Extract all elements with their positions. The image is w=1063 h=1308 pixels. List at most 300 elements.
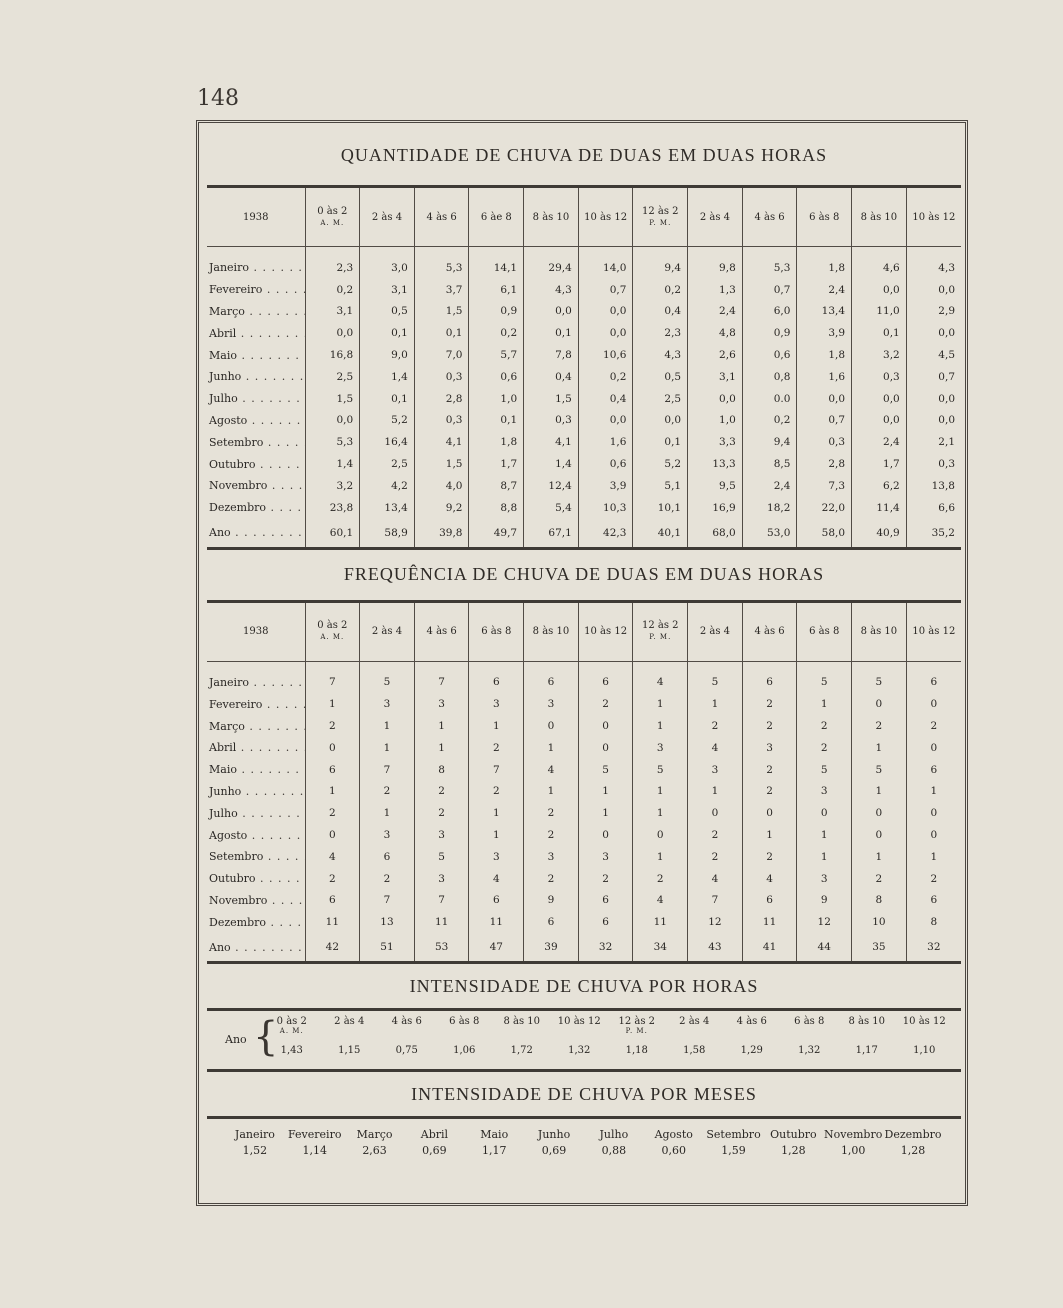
value-cell: 4,3 [633, 344, 688, 366]
column-header-period: P. M. [649, 218, 672, 227]
month-column [584, 1127, 644, 1159]
column-header-label: 6 às 8 [481, 626, 512, 638]
value-cell: 12 [797, 911, 852, 933]
value-cell: 4,3 [938, 261, 955, 274]
value-cell: 0,0 [578, 322, 633, 344]
hour-header [493, 1016, 551, 1035]
value-cell: 23,8 [305, 497, 360, 519]
value-cell: 8,5 [742, 453, 797, 475]
value-cell: 2,1 [938, 436, 955, 449]
value-cell: 18,2 [742, 497, 797, 519]
value-cell: 1,8 [469, 431, 524, 453]
value-cell: 13,4 [797, 301, 852, 323]
value-cell: 2 [414, 802, 469, 824]
intensidade-horas-title: INTENSIDADE DE CHUVA POR HORAS [409, 976, 759, 997]
total-row [207, 933, 961, 961]
value-cell: 0,0 [633, 410, 688, 432]
intensidade-meses-block [207, 1119, 961, 1163]
value-cell: 0 [930, 698, 938, 711]
value-cell: 2 [930, 872, 938, 885]
value-cell: 0 [578, 824, 633, 846]
value-cell: 8 [852, 890, 907, 912]
month-label: Agosto . . . [207, 824, 305, 846]
month-name: Abril [420, 1128, 449, 1142]
hour-intensity-value: 1,32 [568, 1045, 591, 1057]
frequencia-table [207, 603, 961, 962]
value-cell: 5,7 [469, 344, 524, 366]
value-cell: 5 [578, 759, 633, 781]
value-cell: 1,4 [360, 366, 415, 388]
spacer-cell [469, 661, 524, 672]
table-row [207, 672, 961, 694]
value-cell: 9,8 [688, 257, 743, 279]
hour-header-label: 6 às 8 [794, 1016, 825, 1028]
month-label: Julho . . . [207, 388, 305, 410]
value-cell: 1 [633, 781, 688, 803]
value-cell: 2 [469, 737, 524, 759]
hour-intensity-value: 1,29 [740, 1045, 763, 1057]
total-value-cell: 41 [742, 933, 797, 961]
month-name: Setembro [706, 1128, 761, 1142]
total-value-cell: 47 [469, 933, 524, 961]
value-cell: 1 [360, 715, 415, 737]
value-cell: 2,5 [360, 453, 415, 475]
table-row [207, 781, 961, 803]
value-cell: 1 [633, 846, 688, 868]
value-cell: 1 [633, 715, 688, 737]
column-header-label: 6 às 8 [809, 626, 840, 638]
value-cell: 0,3 [938, 458, 955, 471]
value-cell: 0 [930, 807, 938, 820]
month-label: Julho . . . [207, 802, 305, 824]
hour-header-label: 8 às 10 [848, 1016, 886, 1028]
spacer-cell [797, 247, 852, 258]
value-cell: 2 [742, 846, 797, 868]
total-value-cell: 35,2 [931, 526, 955, 539]
value-cell: 0.0 [742, 388, 797, 410]
table-row [207, 715, 961, 737]
spacer-cell [688, 247, 743, 258]
value-cell: 2,8 [414, 388, 469, 410]
value-cell: 0,0 [938, 327, 955, 340]
table-row [207, 911, 961, 933]
table-row [207, 322, 961, 344]
value-cell: 11 [633, 911, 688, 933]
value-cell: 0 [524, 715, 579, 737]
value-cell: 0,0 [938, 414, 955, 427]
hour-header [436, 1016, 494, 1035]
value-cell: 1 [578, 781, 633, 803]
value-cell: 0 [930, 829, 938, 842]
value-cell: 7 [360, 759, 415, 781]
value-cell: 0,5 [633, 366, 688, 388]
total-value-cell: 68,0 [688, 519, 743, 547]
value-cell: 6 [742, 890, 797, 912]
hour-header-label: 10 às 12 [902, 1016, 946, 1028]
value-cell: 10,3 [578, 497, 633, 519]
divider [207, 1069, 961, 1072]
year-header: 1938 [207, 188, 305, 247]
value-cell: 12,4 [524, 475, 579, 497]
value-cell: 0,2 [578, 366, 633, 388]
hour-header-label: 2 às 4 [679, 1016, 710, 1028]
value-cell: 1,6 [797, 366, 852, 388]
value-cell: 2 [852, 868, 907, 890]
month-column [225, 1127, 285, 1159]
column-header [906, 603, 961, 662]
value-cell: 1 [930, 850, 938, 863]
value-cell: 5 [688, 672, 743, 694]
table-row [207, 388, 961, 410]
table-row [207, 344, 961, 366]
value-cell: 1 [852, 781, 907, 803]
value-cell: 0,9 [469, 301, 524, 323]
value-cell: 2 [524, 824, 579, 846]
value-cell: 1 [414, 737, 469, 759]
column-header-label: 6 às 8 [809, 211, 840, 223]
value-cell: 0,6 [742, 344, 797, 366]
spacer-cell [852, 661, 907, 672]
value-cell: 2 [360, 868, 415, 890]
hour-intensity-value: 1,58 [683, 1045, 706, 1057]
month-name: Outubro [770, 1128, 817, 1142]
month-intensity-value: 1,17 [481, 1144, 507, 1158]
column-header [414, 188, 469, 247]
value-cell: 1,6 [578, 431, 633, 453]
value-cell: 6 [578, 672, 633, 694]
column-header [469, 188, 524, 247]
month-intensity-value: 1,14 [302, 1144, 327, 1158]
value-cell: 2 [797, 737, 852, 759]
column-header [797, 603, 852, 662]
value-cell: 6 [524, 672, 579, 694]
value-cell: 2 [930, 720, 938, 733]
spacer-cell [797, 661, 852, 672]
value-cell: 7 [414, 672, 469, 694]
value-cell: 2,5 [305, 366, 360, 388]
value-cell: 0 [797, 802, 852, 824]
table-row [207, 431, 961, 453]
value-cell: 0,6 [469, 366, 524, 388]
value-cell: 0,7 [797, 410, 852, 432]
hour-intensity-value: 1,15 [338, 1045, 361, 1057]
month-name: Dezembro [884, 1128, 942, 1142]
value-cell: 2 [305, 802, 360, 824]
month-name: Novembro [824, 1128, 883, 1142]
value-cell: 3 [414, 693, 469, 715]
spacer-cell [360, 661, 415, 672]
hour-header-label: 8 às 10 [503, 1016, 541, 1028]
column-header [633, 188, 688, 247]
column-header [852, 188, 907, 247]
value-cell: 0,0 [578, 301, 633, 323]
value-cell: 0,0 [305, 322, 360, 344]
value-cell: 2 [360, 781, 415, 803]
value-cell: 16,8 [305, 344, 360, 366]
total-row [207, 519, 961, 547]
column-header-label: 4 às 6 [754, 211, 785, 223]
divider [207, 961, 961, 964]
value-cell: 6 [742, 672, 797, 694]
spacer-cell [742, 661, 797, 672]
month-name: Fevereiro [288, 1128, 342, 1142]
total-value-cell: 39 [524, 933, 579, 961]
value-cell: 3,7 [414, 279, 469, 301]
month-name: Maio [480, 1128, 509, 1142]
value-cell: 16,9 [688, 497, 743, 519]
column-header [742, 603, 797, 662]
value-cell: 2 [688, 846, 743, 868]
value-cell: 4,6 [852, 257, 907, 279]
value-cell: 2 [578, 868, 633, 890]
month-intensity-value: 1,28 [781, 1144, 806, 1158]
month-intensity-value: 0,69 [541, 1144, 567, 1158]
column-header [688, 188, 743, 247]
month-label: Outubro . . . [207, 453, 305, 475]
value-cell: 12 [688, 911, 743, 933]
value-cell: 2,9 [938, 305, 955, 318]
value-cell: 10,6 [578, 344, 633, 366]
value-cell: 0,2 [305, 279, 360, 301]
value-cell: 2 [633, 868, 688, 890]
month-column [285, 1127, 345, 1159]
spacer-cell [207, 661, 305, 672]
value-cell: 1 [469, 802, 524, 824]
value-cell: 4,1 [414, 431, 469, 453]
value-cell: 0,5 [360, 301, 415, 323]
value-cell: 2,3 [305, 257, 360, 279]
month-intensity-value: 0,60 [661, 1144, 686, 1158]
value-cell: 6,1 [469, 279, 524, 301]
value-cell: 0,1 [360, 388, 415, 410]
spacer-cell [524, 247, 579, 258]
total-value-cell: 42 [305, 933, 360, 961]
page-number: 148 [197, 86, 239, 111]
spacer-cell [524, 661, 579, 672]
column-header-label: 8 às 10 [860, 211, 898, 223]
spacer-cell [578, 661, 633, 672]
spacer-cell [742, 247, 797, 258]
value-cell: 1 [578, 802, 633, 824]
value-cell: 0 [305, 737, 360, 759]
value-cell: 5,4 [524, 497, 579, 519]
value-cell: 0,7 [742, 279, 797, 301]
month-intensity-value: 1,59 [721, 1144, 746, 1158]
value-cell: 3 [360, 693, 415, 715]
value-cell: 3 [524, 693, 579, 715]
value-cell: 3,1 [305, 301, 360, 323]
value-cell: 9 [524, 890, 579, 912]
column-header-label: 10 às 12 [912, 626, 956, 638]
value-cell: 0,3 [414, 366, 469, 388]
spacer-cell [305, 661, 360, 672]
value-cell: 0,3 [414, 410, 469, 432]
value-cell: 3,2 [305, 475, 360, 497]
table-row [207, 737, 961, 759]
month-column [763, 1127, 823, 1159]
hour-header [838, 1016, 896, 1035]
value-cell: 1,4 [524, 453, 579, 475]
value-cell: 0 [688, 802, 743, 824]
month-label: Janeiro . . . [207, 672, 305, 694]
hour-header-label: 0 às 2 [276, 1016, 307, 1028]
month-label: Dezembro . . . [207, 911, 305, 933]
spacer-cell [414, 661, 469, 672]
column-header-label: 10 às 12 [584, 626, 628, 638]
value-cell: 9,2 [414, 497, 469, 519]
quantidade-table [207, 188, 961, 547]
value-cell: 6 [930, 763, 938, 776]
total-value-cell: 44 [797, 933, 852, 961]
value-cell: 1,7 [469, 453, 524, 475]
spacer-cell [633, 661, 688, 672]
month-label: Maio . . . [207, 344, 305, 366]
hour-header-label: 12 às 2 [618, 1016, 656, 1028]
column-header [360, 603, 415, 662]
value-cell: 0,0 [688, 388, 743, 410]
value-cell: 0 [930, 741, 938, 754]
value-cell: 7 [469, 759, 524, 781]
value-cell: 0,0 [797, 388, 852, 410]
value-cell: 3 [524, 846, 579, 868]
column-header-label: 8 às 10 [860, 626, 898, 638]
column-header-period: P. M. [649, 633, 672, 642]
column-header-label: 2 às 4 [371, 211, 403, 223]
value-cell: 4 [305, 846, 360, 868]
hour-intensity-value: 1,72 [510, 1045, 533, 1057]
month-column [823, 1127, 883, 1159]
value-cell: 2 [305, 715, 360, 737]
value-cell: 8,8 [469, 497, 524, 519]
total-value-cell: 40,1 [633, 519, 688, 547]
column-header-period: A. M. [320, 633, 345, 642]
value-cell: 4,3 [524, 279, 579, 301]
spacer-cell [360, 247, 415, 258]
table-row [207, 301, 961, 323]
table-row [207, 759, 961, 781]
month-column [345, 1127, 405, 1159]
table-row [207, 693, 961, 715]
hour-intensity-value: 1,06 [453, 1045, 476, 1057]
value-cell: 14,1 [469, 257, 524, 279]
column-header-label: 8 às 10 [532, 211, 570, 223]
value-cell: 5 [360, 672, 415, 694]
value-cell: 6 [524, 911, 579, 933]
column-header [797, 188, 852, 247]
value-cell: 3 [797, 781, 852, 803]
value-cell: 4,2 [360, 475, 415, 497]
value-cell: 6 [305, 759, 360, 781]
value-cell: 0,6 [578, 453, 633, 475]
value-cell: 0,1 [414, 322, 469, 344]
month-name: Junho [537, 1128, 571, 1142]
value-cell: 0 [305, 824, 360, 846]
value-cell: 0,1 [360, 322, 415, 344]
value-cell: 11 [414, 911, 469, 933]
value-cell: 6,6 [938, 501, 955, 514]
table-row [207, 846, 961, 868]
value-cell: 2 [305, 868, 360, 890]
month-label: Janeiro . . . [207, 257, 305, 279]
value-cell: 6,2 [852, 475, 907, 497]
value-cell: 0 [742, 802, 797, 824]
total-value-cell: 34 [633, 933, 688, 961]
value-cell: 16,4 [360, 431, 415, 453]
table-row [207, 453, 961, 475]
value-cell: 1,7 [852, 453, 907, 475]
month-label: Dezembro . . . [207, 497, 305, 519]
value-cell: 1 [633, 802, 688, 824]
value-cell: 0,4 [633, 301, 688, 323]
hour-header [378, 1016, 436, 1035]
month-name: Agosto [654, 1128, 693, 1142]
hour-intensity-value: 1,10 [913, 1045, 936, 1057]
value-cell: 3,3 [688, 431, 743, 453]
month-label: Setembro . . . [207, 431, 305, 453]
month-intensity-value: 1,00 [840, 1144, 866, 1158]
value-cell: 1 [469, 715, 524, 737]
month-intensity-value: 0,69 [422, 1144, 447, 1158]
value-cell: 0,3 [524, 410, 579, 432]
year-header: 1938 [207, 603, 305, 662]
value-cell: 1 [930, 785, 938, 798]
hour-header-label: 6 às 8 [449, 1016, 480, 1028]
column-header-label: 0 às 2 [317, 620, 348, 632]
value-cell: 0,0 [938, 283, 955, 296]
value-cell: 4 [469, 868, 524, 890]
total-value-cell: 51 [360, 933, 415, 961]
hour-header-period: A. M. [279, 1027, 304, 1036]
value-cell: 3,0 [360, 257, 415, 279]
value-cell: 3 [469, 693, 524, 715]
value-cell: 6 [360, 846, 415, 868]
value-cell: 10,1 [633, 497, 688, 519]
value-cell: 5,1 [633, 475, 688, 497]
month-intensity-value: 0,88 [601, 1144, 627, 1158]
value-cell: 7 [360, 890, 415, 912]
value-cell: 0 [852, 802, 907, 824]
column-header [578, 603, 633, 662]
hour-header [896, 1016, 954, 1035]
month-label: Junho . . . [207, 781, 305, 803]
value-cell: 8 [414, 759, 469, 781]
intensidade-horas-row-label: Ano [225, 1033, 247, 1047]
value-cell: 2 [742, 781, 797, 803]
frequencia-title: FREQUÊNCIA DE CHUVA DE DUAS EM DUAS HORAS [343, 563, 825, 584]
value-cell: 0 [852, 824, 907, 846]
value-cell: 5 [852, 759, 907, 781]
month-intensity-value: 1,28 [900, 1144, 926, 1158]
value-cell: 13,8 [931, 479, 955, 492]
total-value-cell: 53 [414, 933, 469, 961]
column-header-label: 2 às 4 [371, 626, 403, 638]
table-row [207, 824, 961, 846]
value-cell: 1,3 [688, 279, 743, 301]
month-intensity-value: 1,52 [242, 1144, 268, 1158]
month-label: Novembro . . . [207, 475, 305, 497]
value-cell: 5 [852, 672, 907, 694]
hour-header [608, 1016, 666, 1035]
column-header-label: 2 às 4 [699, 211, 731, 223]
value-cell: 0,2 [469, 322, 524, 344]
value-cell: 11,0 [852, 301, 907, 323]
value-cell: 0,0 [852, 279, 907, 301]
month-name: Março [356, 1128, 393, 1142]
value-cell: 2,4 [742, 475, 797, 497]
month-column [464, 1127, 524, 1159]
column-header-label: 4 às 6 [426, 626, 457, 638]
value-cell: 1 [797, 846, 852, 868]
